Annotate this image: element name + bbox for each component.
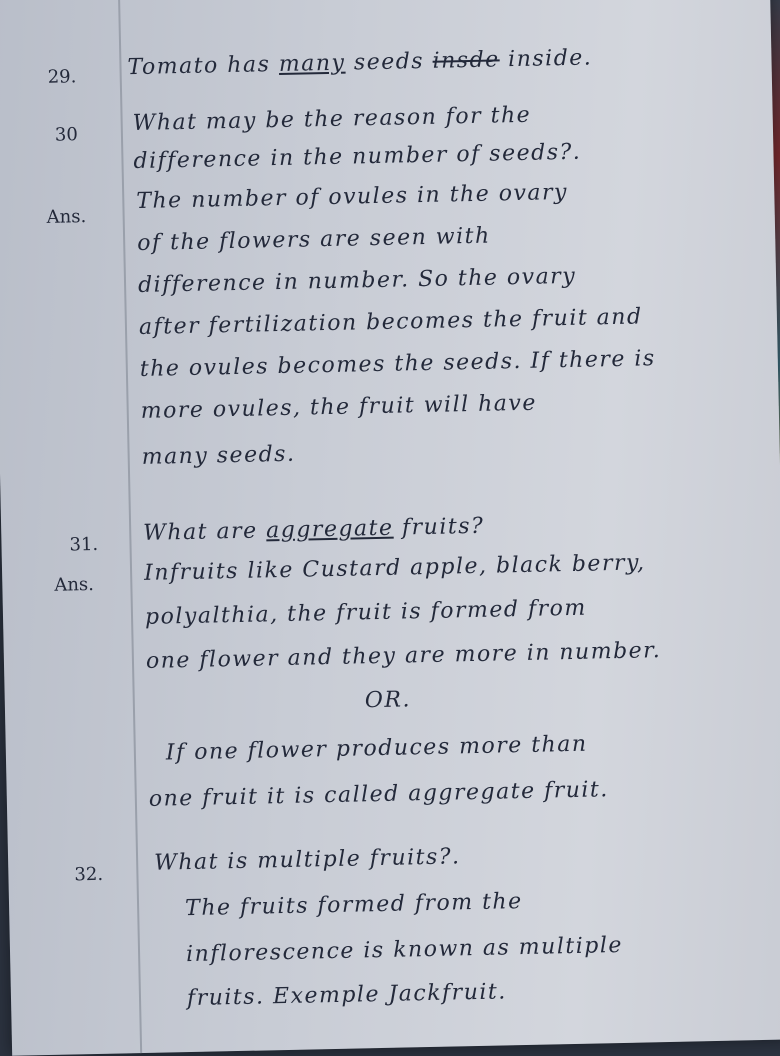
q30-answer-line-5: the ovules becomes the seeds. If there is (139, 346, 656, 382)
q31-alt-line-2: one fruit it is called aggregate fruit. (148, 777, 610, 812)
q31-answer-line-3: one flower and they are more in number. (145, 638, 662, 674)
q31-answer-line-2: polyalthia, the fruit is formed from (144, 595, 587, 630)
q29-struck-word: insde (432, 47, 500, 74)
q29-text-a: Tomato has (127, 51, 280, 81)
question-29-text (127, 45, 592, 80)
question-number-30: 30 (54, 124, 79, 146)
q29-underlined-many: many (278, 50, 346, 77)
q30-answer-line-3: difference in number. So the ovary (137, 263, 577, 298)
q30-answer-line-4: after fertilization becomes the fruit and (138, 304, 643, 340)
question-number-32: 32. (74, 863, 104, 886)
q30-question-line-2: difference in the number of seeds?. (133, 139, 582, 175)
q31-underlined-aggregate: aggregate (265, 515, 394, 544)
answer-label-31: Ans. (54, 573, 95, 596)
question-number-29: 29. (47, 66, 77, 88)
q30-answer-line-6: more ovules, the fruit will have (140, 390, 538, 424)
q30-question-line-1: What may be the reason for the (132, 102, 532, 137)
q30-answer-line-7: many seeds. (141, 441, 296, 470)
q32-answer-line-2: inflorescence is known as multiple (185, 932, 624, 968)
q30-answer-line-2: of the flowers are seen with (136, 223, 491, 256)
q31-question-b: fruits? (393, 513, 485, 541)
q31-alt-line-1: If one flower produces more than (165, 731, 588, 766)
q31-or-label: OR. (364, 687, 412, 714)
q31-answer-line-1: Infruits like Custard apple, black berry, (143, 550, 646, 586)
question-32-text: What is multiple fruits?. (153, 844, 461, 876)
question-number-31: 31. (69, 533, 99, 556)
q32-answer-line-1: The fruits formed from the (184, 889, 523, 922)
q31-question-a: What are (143, 518, 267, 546)
q29-text-b: seeds (345, 48, 433, 76)
q30-answer-line-1: The number of ovules in the ovary (136, 179, 569, 214)
q32-answer-line-3: fruits. Exemple Jackfruit. (186, 979, 507, 1012)
answer-label-30: Ans. (46, 206, 87, 228)
question-31-text (143, 514, 485, 546)
q29-text-c: inside. (499, 45, 593, 73)
